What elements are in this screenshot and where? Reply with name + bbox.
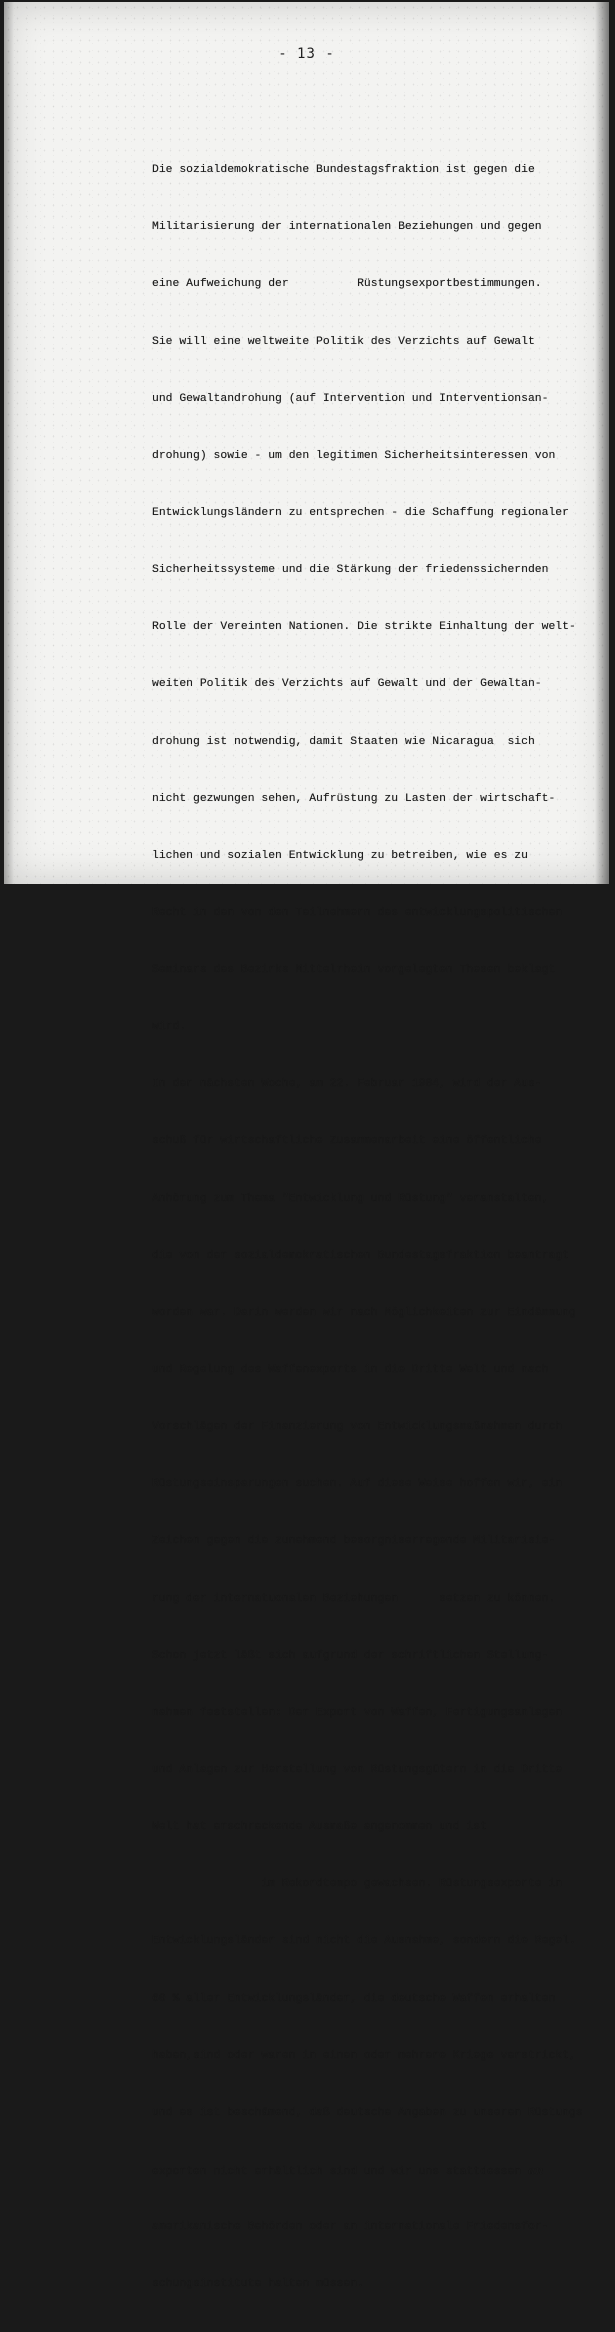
text-line: und Anlagen zur Herstellung von Rüstungsgütern in die Dritte [152, 1764, 563, 1777]
text-line: In der nächsten Woche, am 22. Februar 1984, wird der Aus- [152, 1078, 542, 1091]
text-line: Rolle der Vereinten Nationen. Die strikte Einhaltung der welt- [152, 621, 576, 634]
text-line: Recht in den von den Teilnehmern des entwicklungspolitischen [152, 906, 563, 919]
text-line: und Gewaltandrohung (auf Intervention und Interventionsan- [152, 392, 549, 405]
text-line: schungsinstitute halten müssen. [152, 2278, 364, 2291]
text-line: 60 % aller Entwicklungsländer, die deutsche Waffen erhalten [152, 1992, 556, 2005]
text-line: Entwicklungsländer sind nicht die Ausnahme, sondern die Regel. [152, 1935, 576, 1948]
text-line: Rüstungseinsparungen suchen. Auf diese Weise hoffen wir, ein [152, 1478, 563, 1491]
handwritten-insert: an [527, 2164, 544, 2178]
text-line: und Regelung des Waffenexports in die Dritte Welt und nach [152, 1364, 549, 1377]
text-line: Vorschlägen der Finanzierung von Entwicklungsmaßnahmen durch [152, 1421, 563, 1434]
text-line: und es ist beschämend, daß deutsche Angaben zu unseren Rüstungs [152, 2106, 583, 2119]
text-line: nicht gezwungen sehen, Aufrüstung zu Lasten der wirtschaft- [152, 792, 556, 805]
text-line: Welt hat erschreckende Ausmaße angenommen und ist [152, 1821, 487, 1834]
text-line: Sicherheitssysteme und die Stärkung der friedenssichernden [152, 564, 549, 577]
text-line: schuß für wirtschaftliche Zusammenarbeit eine öffentliche [152, 1135, 542, 1148]
text-line: eine Aufweichung der Rüstungsexportbestimmungen. [152, 278, 542, 291]
text-line: Die sozialdemokratische Bundestagsfraktion ist gegen die [152, 164, 535, 177]
text-line: drohung ist notwendig, damit Staaten wie Nicaragua sich [152, 735, 535, 748]
text-line: lichen und sozialen Entwicklung zu betreiben, wie es zu [152, 849, 528, 862]
text-line-part: exporten nicht erhältlich sind und wir uns stattdessen [152, 2166, 528, 2179]
text-line: Zeichen gegen die zunehmend besorgniserregende Militarisie- [152, 1535, 556, 1548]
text-line: wird. [152, 1021, 187, 1034]
scan-edge-left [4, 2, 14, 884]
text-line: Schon jetzt läßt sich aufgrund der schriftlichen Stellung- [152, 1649, 549, 1662]
text-line: Anhörung zum Thema "Entwicklung und Rüstung" veranstalten, [152, 1192, 549, 1205]
text-line: amerikanische Behörden oder an internationale Friedensfor- [152, 2221, 549, 2234]
text-line: Seminars des Bezirks Mittelrhein vorgelegten Thesen beklagt [152, 964, 556, 977]
body-text [152, 123, 612, 2332]
text-line: worden war. Darin werden wir nach Möglichkeiten zur Eindämmung [152, 1306, 576, 1319]
text-line: weiten Politik des Verzichts auf Gewalt und der Gewaltan- [152, 678, 542, 691]
text-line: im Rekordtempo gewachsen. Rüstungsexporte in [152, 1878, 563, 1891]
text-line: haben,sind oder waren in einen oder mehrere Kriege verstrickt, [152, 2049, 576, 2062]
text-line: drohung) sowie - um den legitimen Sicherheitsinteressen von [152, 449, 556, 462]
page-number: - 13 - [278, 46, 335, 62]
text-line: Entwicklungsländern zu entsprechen - die Schaffung regionaler [152, 506, 569, 519]
text-line: rung der internatuonalen Beziehungen setzen zu können. [152, 1592, 556, 1605]
document-page [4, 2, 609, 2291]
text-line: Militarisierung der internationalen Beziehungen und gegen [152, 221, 542, 234]
text-line: nahmen feststellen: Der Export von Waffen, Fertigungsanlagen [152, 1706, 563, 1719]
text-line: Sie will eine weltweite Politik des Verzichts auf Gewalt [152, 335, 535, 348]
text-line: die von der sozialdemokratischen Bundestagsfraktion beantragt [152, 1249, 569, 1262]
text-line-with-insert [152, 2161, 612, 2180]
